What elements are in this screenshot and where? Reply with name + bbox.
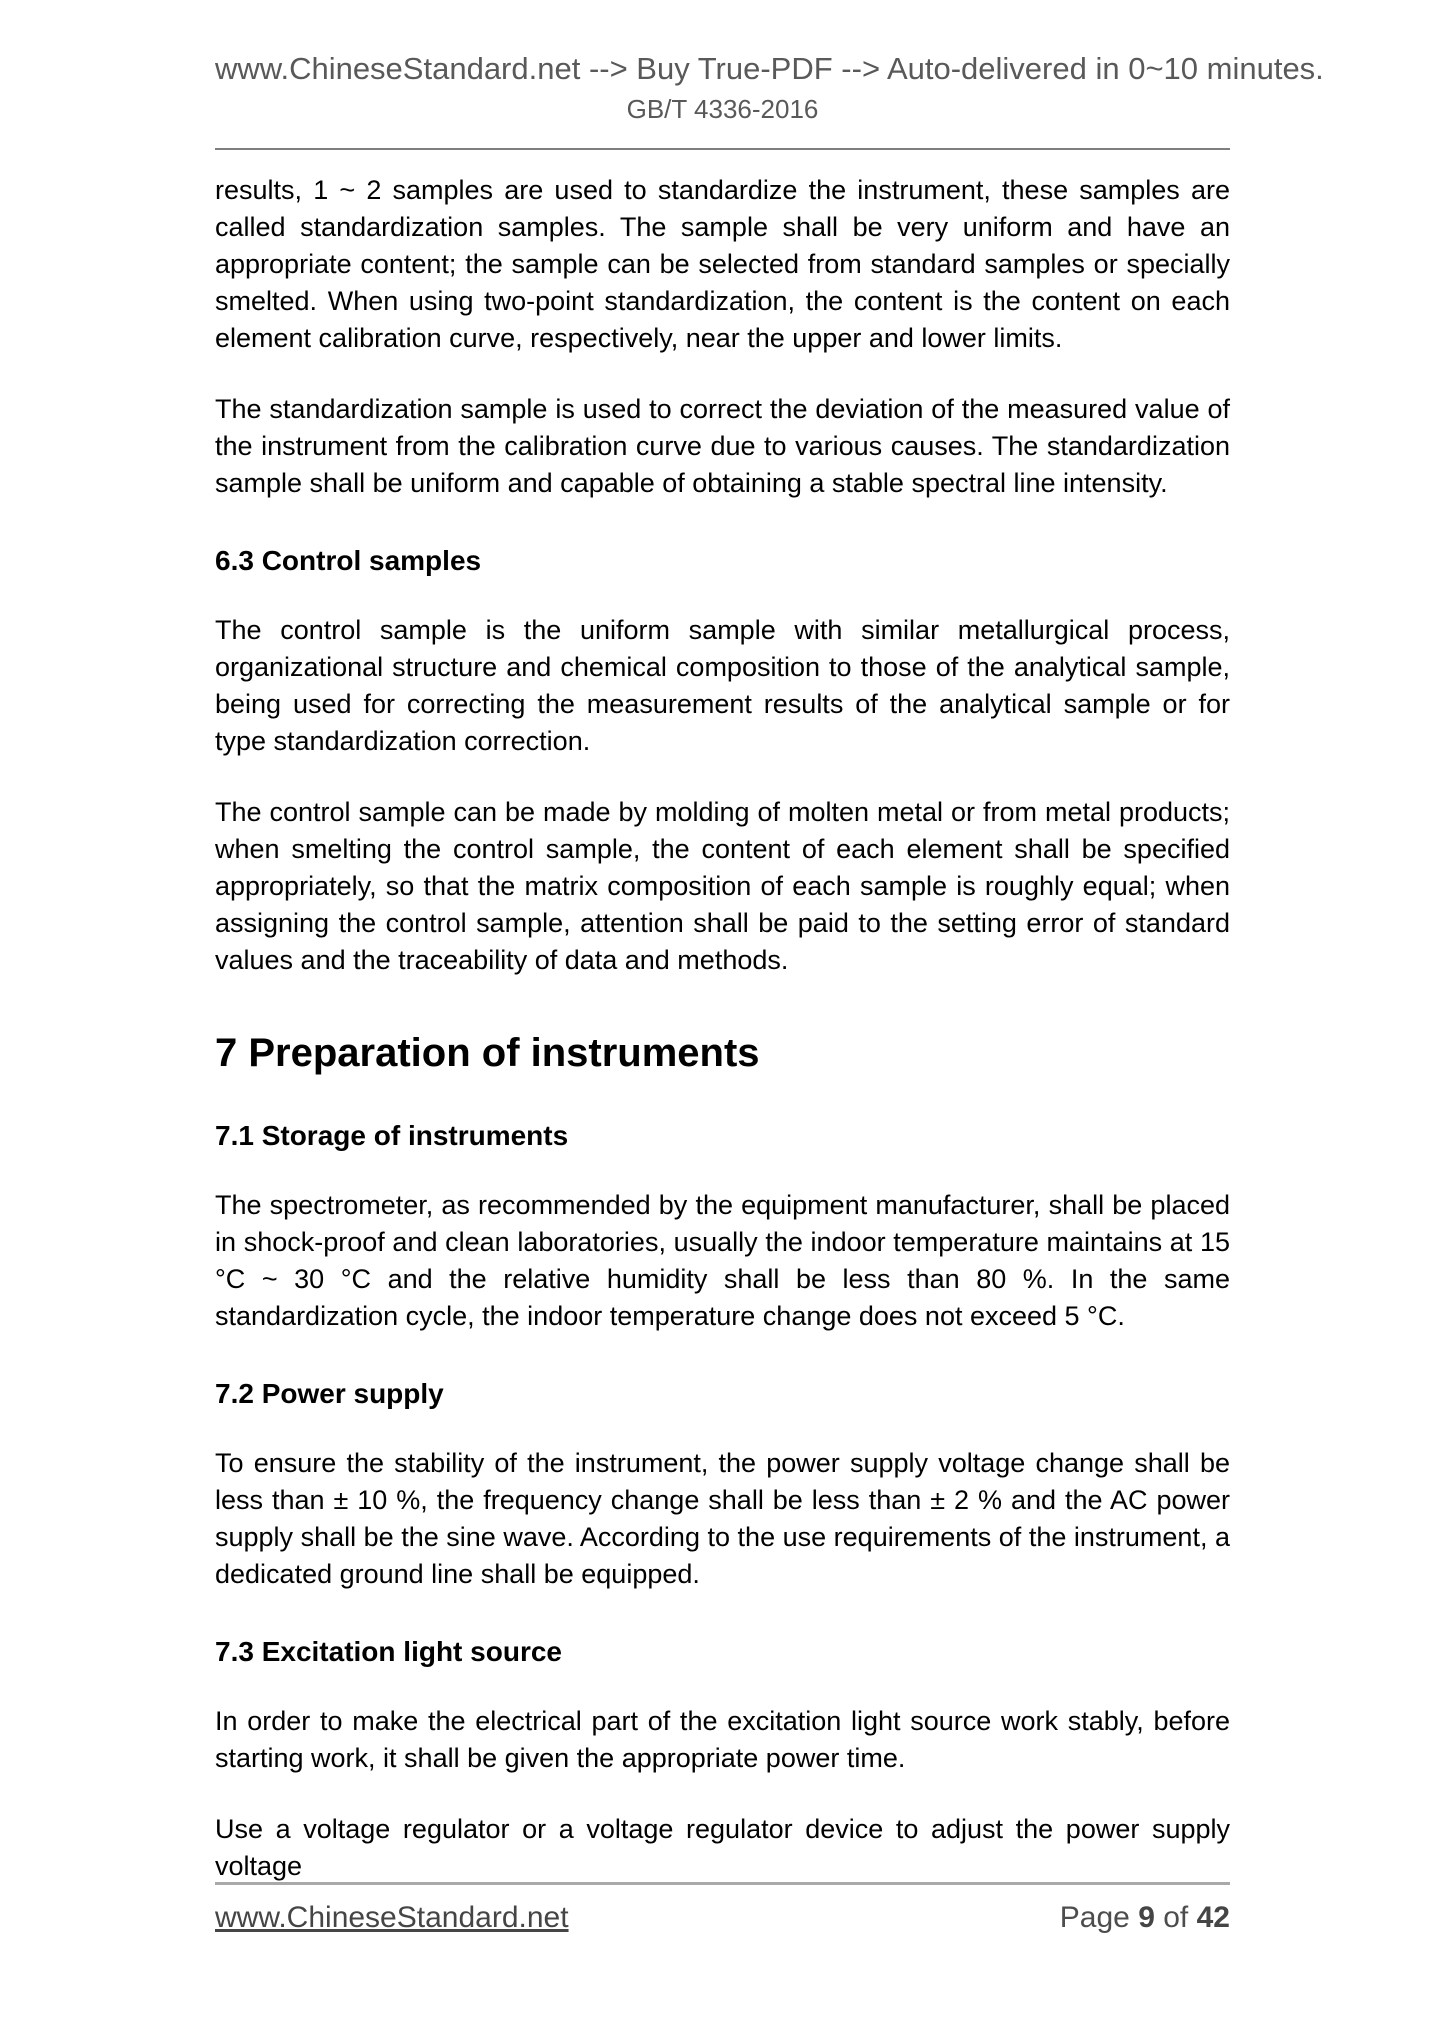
document-body [215, 172, 1230, 1885]
footer-site-link[interactable]: www.ChineseStandard.net [215, 1901, 569, 1934]
header-standard-code: GB/T 4336-2016 [626, 94, 819, 124]
heading-7-2-power-supply: 7.2 Power supply [215, 1378, 444, 1409]
paragraph-control-sample-preparation: The control sample can be made by molding of molten metal or from metal products; when smelting the control sample, the content of each element shall be specified appropriately, so that the matrix composition of each sample is roughly equal; when assigning the control sample, attention shall be paid to the setting error of standard values and the traceability of data and methods. [215, 797, 1230, 975]
paragraph-control-sample-definition: The control sample is the uniform sample with similar metallurgical process, organizational structure and chemical composition to those of the analytical sample, being used for correcting the measurement results of the analytical sample or for type standardization correction. [215, 615, 1230, 756]
paragraph-spectrometer-storage: The spectrometer, as recommended by the equipment manufacturer, shall be placed in shock-proof and clean laboratories, usually the indoor temperature maintains at 15 °C ~ 30 °C and the relative humidity shall be less than 80 %. In the same standardization cycle, the indoor temperature change does not exceed 5 °C. [215, 1190, 1230, 1331]
total-pages: 42 [1196, 1901, 1230, 1934]
heading-7-preparation-of-instruments: 7 Preparation of instruments [215, 1031, 760, 1075]
of-label: of [1163, 1901, 1189, 1934]
paragraph-power-supply-stability: To ensure the stability of the instrument, the power supply voltage change shall be less than ± 10 %, the frequency change shall be less than ± 2 % and the AC power supply shall be the sine wave. According to the use requirements of the instrument, a dedicated ground line shall be equipped. [215, 1448, 1230, 1589]
paragraph-standardization-purpose: The standardization sample is used to correct the deviation of the measured value of the instrument from the calibration curve due to various causes. The standardization sample shall be uniform and capable of obtaining a stable spectral line intensity. [215, 394, 1230, 498]
paragraph-excitation-light-source: In order to make the electrical part of the excitation light source work stably, before starting work, it shall be given the appropriate power time. [215, 1706, 1230, 1773]
page-footer [215, 1882, 1230, 1935]
page-label: Page [1059, 1901, 1130, 1934]
paragraph-voltage-regulator: Use a voltage regulator or a voltage regulator device to adjust the power supply voltage [215, 1814, 1230, 1881]
page-indicator [1060, 1901, 1230, 1935]
paragraph-standardization-samples: results, 1 ~ 2 samples are used to standardize the instrument, these samples are called standardization samples. The sample shall be very uniform and have an appropriate content; the sample can be selected from standard samples or specially smelted. When using two-point standardization, the content is the content on each element calibration curve, respectively, near the upper and lower limits. [215, 175, 1230, 353]
page-number: 9 [1138, 1901, 1155, 1934]
heading-7-1-storage-of-instruments: 7.1 Storage of instruments [215, 1120, 569, 1151]
heading-6-3-control-samples: 6.3 Control samples [215, 545, 482, 576]
heading-7-3-excitation-light-source: 7.3 Excitation light source [215, 1636, 562, 1667]
footer-divider [215, 1882, 1230, 1885]
header-promo-line: www.ChineseStandard.net --> Buy True-PDF --> Auto-delivered in 0~10 minutes. [215, 51, 1324, 86]
header-divider [215, 148, 1230, 150]
page-header [215, 50, 1324, 126]
